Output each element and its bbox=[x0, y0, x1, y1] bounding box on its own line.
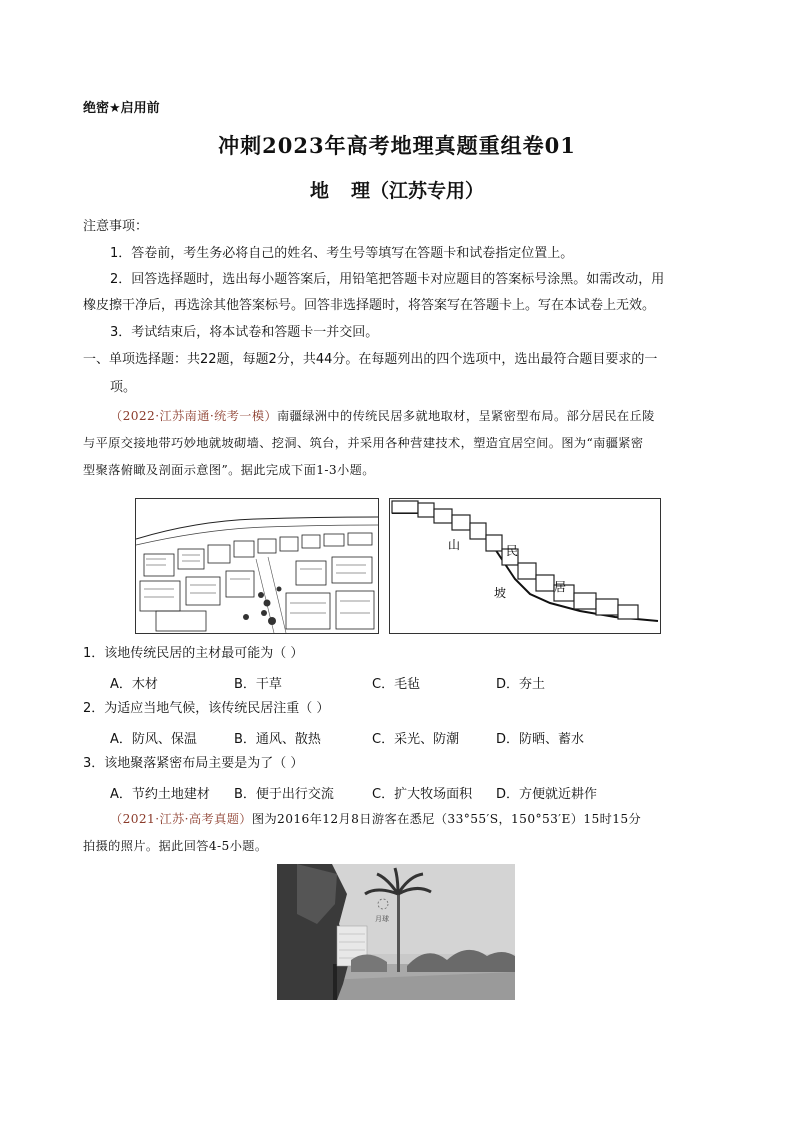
q1-option-a[interactable]: A．木材 bbox=[110, 677, 158, 692]
section-heading-cont: 项。 bbox=[110, 380, 137, 395]
profile-label-shan: 山 bbox=[448, 538, 461, 552]
exam-subtitle bbox=[0, 176, 794, 203]
profile-label-ju: 居 bbox=[554, 580, 567, 594]
q3-option-b[interactable]: B．便于出行交流 bbox=[234, 787, 334, 802]
settlement-aerial-sketch bbox=[135, 498, 379, 634]
confidential-label: 绝密★启用前 bbox=[83, 101, 160, 116]
question-1-stem: 1．该地传统民居的主材最可能为（ ） bbox=[83, 646, 304, 661]
q3-option-d[interactable]: D．方便就近耕作 bbox=[496, 787, 598, 802]
sydney-photo-drawing bbox=[277, 864, 515, 1000]
settlement-profile-diagram bbox=[389, 498, 661, 634]
profile-drawing bbox=[390, 499, 660, 633]
subtitle-part-b: 理（江苏专用） bbox=[351, 180, 485, 202]
notice-item-2: 2．回答选择题时，选出每小题答案后，用铅笔把答题卡对应题目的答案标号涂黑。如需改动，用 bbox=[110, 272, 665, 287]
notice-item-2-cont: 橡皮擦干净后，再选涂其他答案标号。回答非选择题时，将答案写在答题卡上。写在本试卷上无效。 bbox=[83, 298, 656, 313]
material-2-line-2: 拍摄的照片。据此回答4-5小题。 bbox=[83, 839, 268, 853]
q1-option-c[interactable]: C．毛毡 bbox=[372, 677, 421, 692]
material-1-line-2: 与平原交接地带巧妙地就坡砌墙、挖洞、筑台，并采用各种营建技术，塑造宜居空间。图为“南疆紧密 bbox=[83, 436, 644, 450]
q2-option-c[interactable]: C．采光、防潮 bbox=[372, 732, 460, 747]
profile-label-min: 民 bbox=[506, 544, 519, 558]
material-1-text-1: 南疆绿洲中的传统民居多就地取材，呈紧密型布局。部分居民在丘陵 bbox=[277, 409, 655, 423]
notice-item-3: 3．考试结束后，将本试卷和答题卡一并交回。 bbox=[110, 325, 379, 340]
subtitle-part-a: 地 bbox=[309, 180, 329, 202]
profile-label-po: 坡 bbox=[494, 586, 507, 600]
q2-option-d[interactable]: D．防晒、蓄水 bbox=[496, 732, 585, 747]
material-1-line-1 bbox=[110, 407, 655, 425]
section-heading: 一、单项选择题：共22题，每题2分，共44分。在每题列出的四个选项中，选出最符合题目要求的一 bbox=[83, 352, 658, 367]
notice-heading: 注意事项： bbox=[83, 219, 149, 234]
exam-title: 冲刺2023年高考地理真题重组卷01 bbox=[218, 133, 576, 158]
q2-option-b[interactable]: B．通风、散热 bbox=[234, 732, 321, 747]
material-2-text-1: 图为2016年12月8日游客在悉尼（33°55′S，150°53′E）15时15分 bbox=[251, 812, 642, 826]
question-2-stem: 2．为适应当地气候，该传统民居注重（ ） bbox=[83, 701, 330, 716]
q3-option-a[interactable]: A．节约土地建材 bbox=[110, 787, 210, 802]
notice-item-1: 1．答卷前，考生务必将自己的姓名、考生号等填写在答题卡和试卷指定位置上。 bbox=[110, 246, 574, 261]
material-2-line-1 bbox=[110, 810, 641, 828]
question-3-stem: 3．该地聚落紧密布局主要是为了（ ） bbox=[83, 756, 304, 771]
q2-option-a[interactable]: A．防风、保温 bbox=[110, 732, 197, 747]
material-1-line-3: 型聚落俯瞰及剖面示意图”。据此完成下面1-3小题。 bbox=[83, 463, 375, 477]
sydney-photo bbox=[277, 864, 515, 1000]
q3-option-c[interactable]: C．扩大牧场面积 bbox=[372, 787, 473, 802]
q1-option-d[interactable]: D．夯土 bbox=[496, 677, 546, 692]
material-2-source: （2021·江苏·高考真题） bbox=[110, 812, 252, 826]
aerial-sketch-drawing bbox=[136, 499, 378, 633]
material-1-source: （2022·江苏南通·统考一模） bbox=[110, 409, 278, 423]
photo-moon-label: 月球 bbox=[375, 915, 389, 923]
q1-option-b[interactable]: B．干草 bbox=[234, 677, 282, 692]
